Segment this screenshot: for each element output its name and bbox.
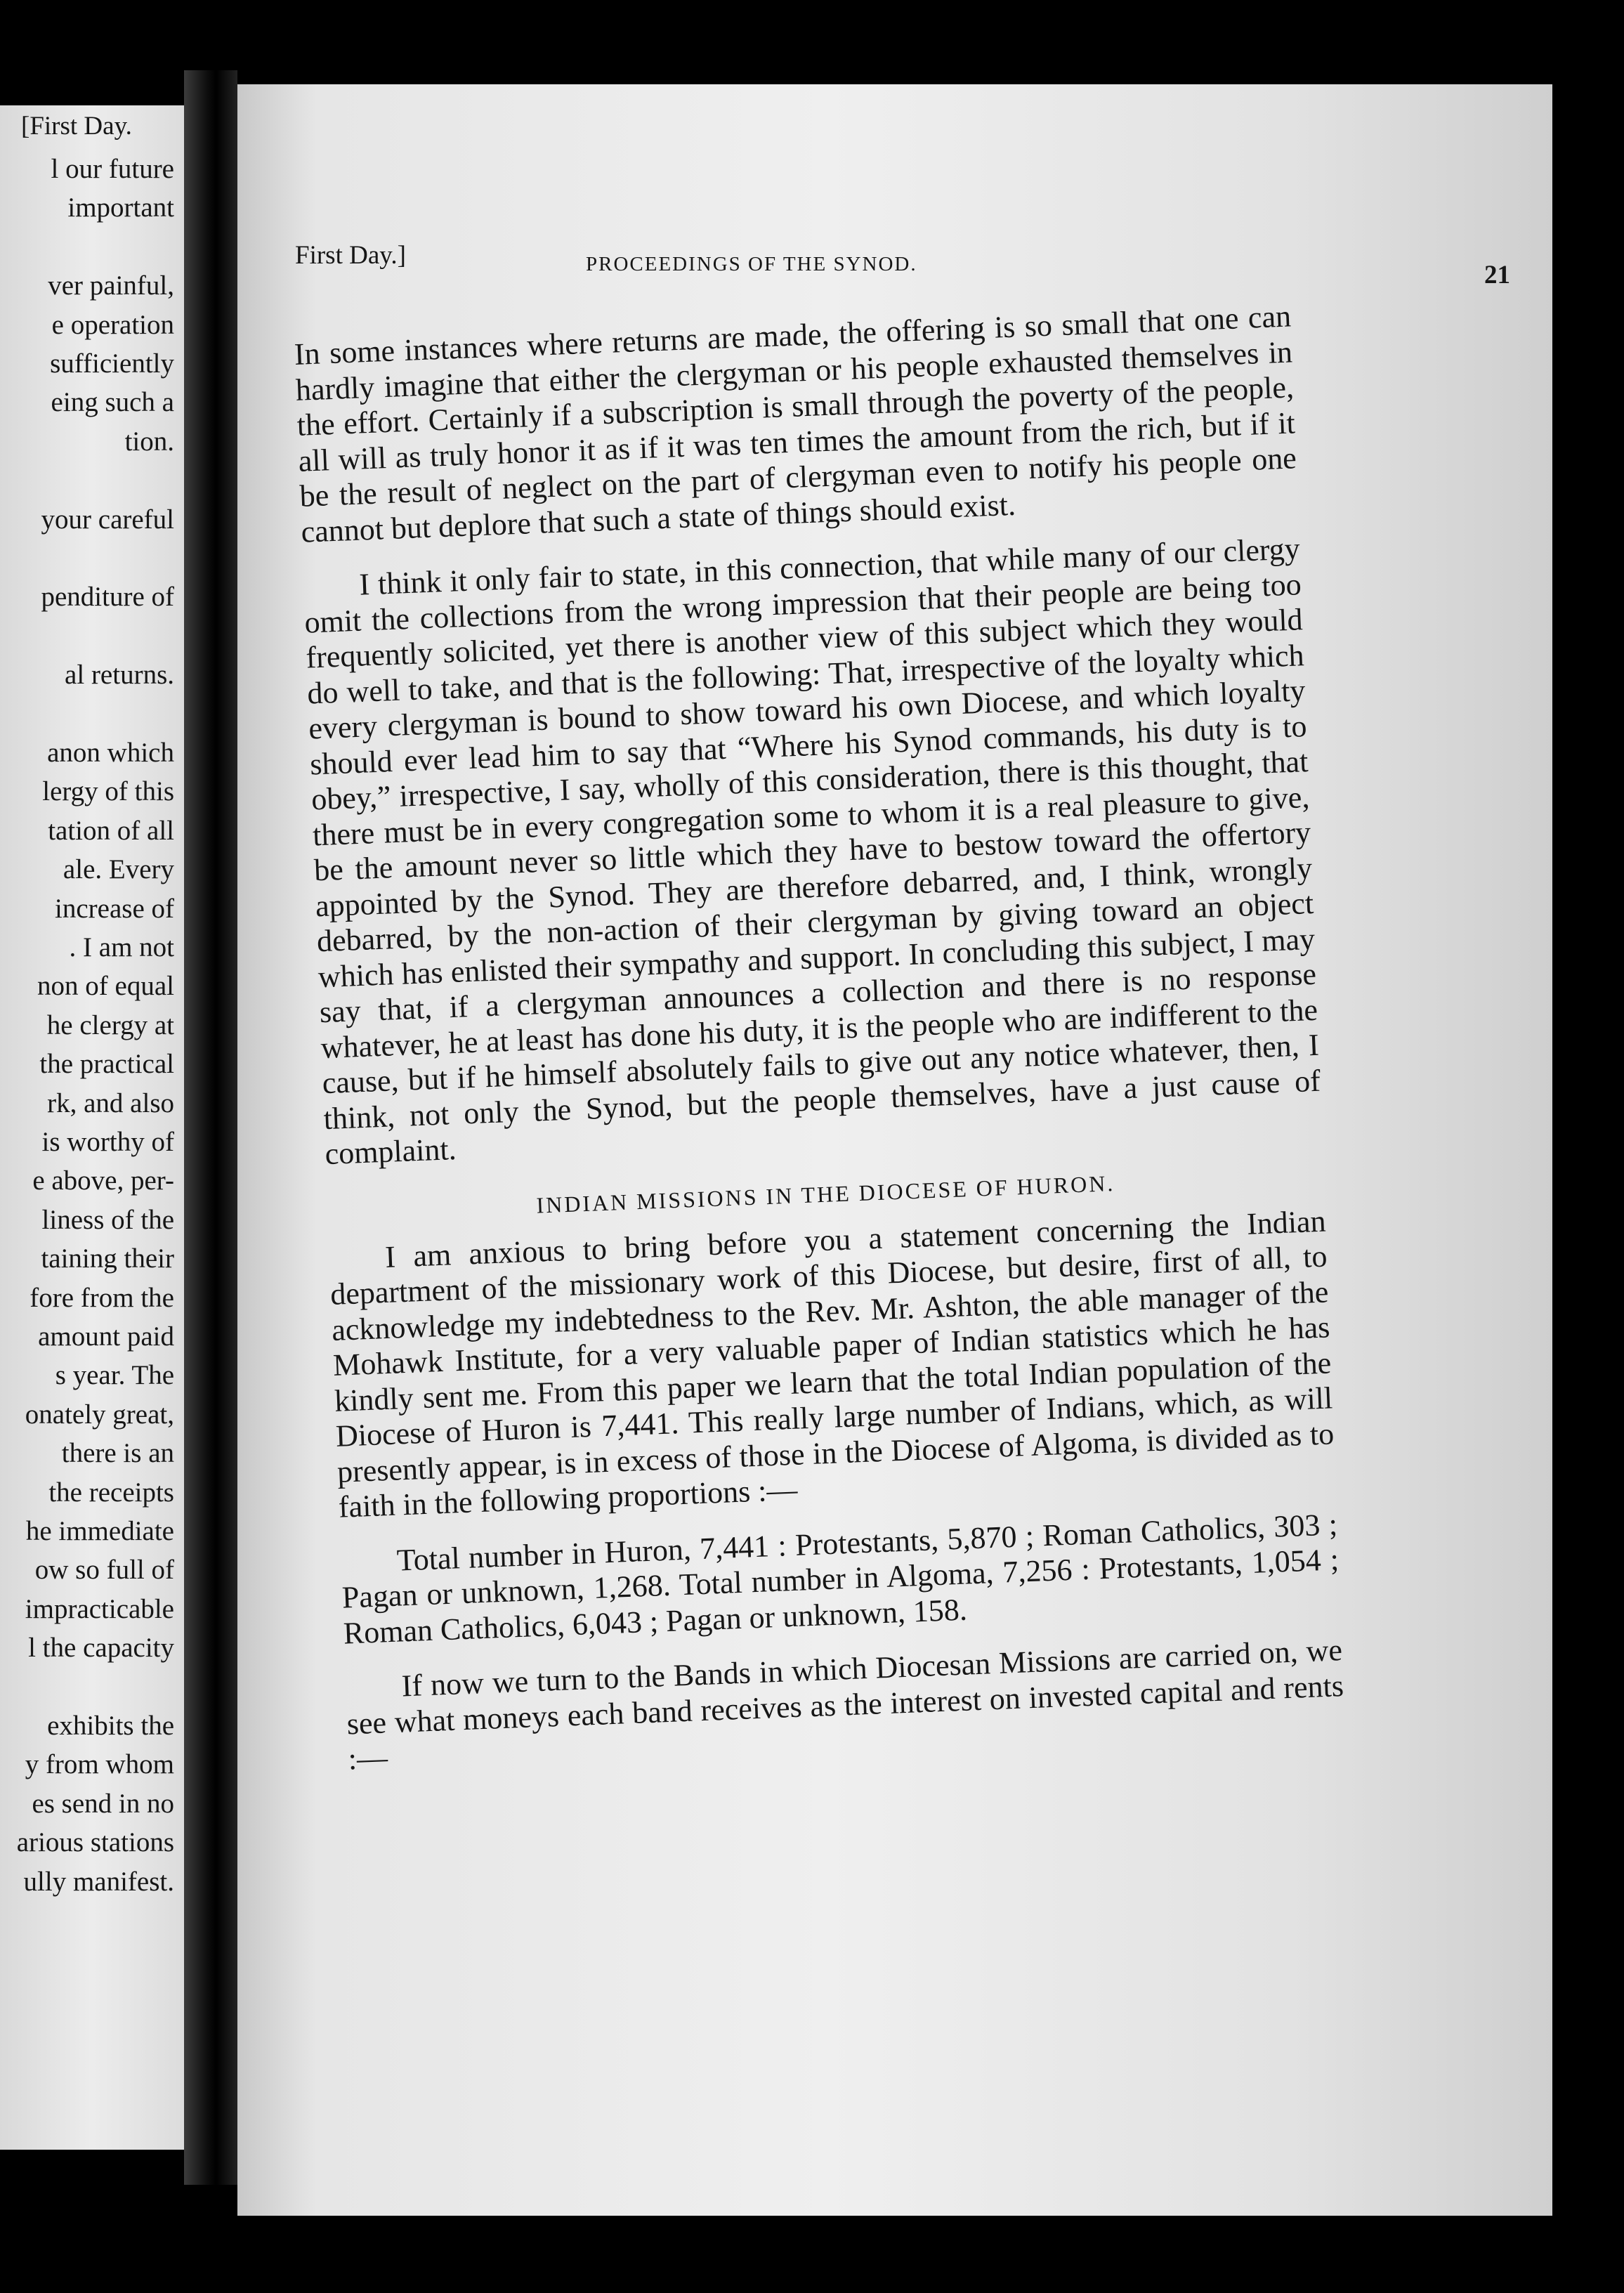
facing-page-line: tation of all [48,815,174,846]
facing-page-line: important [67,192,174,223]
paragraph-indian-missions: I am anxious to bring before you a statement concerning the Indian department of the missionary work of this Diocese, but desire, first of all, to acknowledge my indebtedness to the Rev. Mr. Ashton, the able manager of the Mohawk Institute, for a very valuable paper of Indian statistics which he has kindly sent me. From this paper we learn that the total Indian population of the Diocese of Huron is 7,441. This really large number of Indians, which, as will presently appear, is in excess of those in the Diocese of Algoma, is divided as to faith in the following proportions :— [329,1203,1335,1524]
facing-page-line: arious stations [16,1827,174,1858]
paragraph-bands: If now we turn to the Bands in which Diocesan Missions are carried on, we see what moneys each band receives as the interest on invested capital and rents :— [346,1633,1344,1777]
facing-page-line: is worthy of [41,1127,174,1157]
body-text [294,299,1346,1777]
facing-page-line: lergy of this [42,776,174,807]
facing-page-line: rk, and also [47,1087,174,1118]
facing-page-line: taining their [41,1243,174,1274]
main-page [237,84,1552,2216]
facing-page-header: [First Day. [21,112,132,141]
paragraph-population-figures: Total number in Huron, 7,441 : Protestants, 5,870 ; Roman Catholics, 303 ; Pagan or unknown, 1,268. Total number in Algoma, 7,256 : Protestants, 1,054 ; Roman Catholics, 6,043 ; Pagan or unknown, 158. [341,1506,1340,1651]
paragraph-returns: In some instances where returns are made, the offering is so small that one can hardly imagine that either the clergyman or his people exhausted themselves in the effort. Certainly if a subscription is small through the poverty of the people, all will as truly honor it as if it was ten times the amount from the rich, but if it be the result of neglect on the part of clergyman even to notify his people one cannot but deplore that such a state of things should exist. [294,299,1297,549]
facing-page-line: ale. Every [63,854,174,885]
facing-page-line: y from whom [25,1749,174,1780]
facing-page-line: es send in no [32,1788,174,1819]
facing-page-line: fore from the [30,1282,174,1313]
facing-page-line: amount paid [38,1321,174,1352]
facing-page-line: he immediate [25,1516,174,1546]
facing-page-line: ully manifest. [23,1866,174,1897]
facing-page-line: . I am not [69,932,174,962]
facing-page-line: he clergy at [46,1010,174,1040]
facing-page-line: there is an [61,1438,174,1469]
facing-page-line: ow so full of [34,1555,174,1586]
section-heading: INDIAN MISSIONS IN THE DIOCESE OF HURON. [535,1170,1115,1218]
facing-page-line: anon which [47,738,174,768]
facing-page-line: non of equal [37,971,174,1002]
facing-page-line: e above, per- [32,1165,174,1196]
paragraph-clergy-collections: I think it only fair to state, in this connection, that while many of our clergy omit the collections from the wrong impression that their people are being too frequently solicited, yet there is another view of this subject which they would do well to take, and that is the following: That, irrespective of the loyalty which every clergyman is bound to show toward his own Diocese, and which loyalty should ever lead him to say that “Where his Synod commands, his duty is to obey,” irrespective, I say, wholly of this consideration, there is this thought, that there must be in every congregation some to whom it is a real pleasure to give, be the amount never so little which they have to bestow toward the offertory appointed by the Synod. They are therefore debarred, and, I think, wrongly debarred, by the non-action of their clergyman by giving toward an object which has enlisted their sympathy and support. In concluding this subject, I may say that, if a clergyman announces a collection and there is no response whatever, he at least has done his duty, it is the people who are indifferent to the cause, but if he himself absolutely fails to give out any notice whatever, then, I think, not only the Synod, but the people themselves, have a just cause of complaint. [303,531,1321,1172]
facing-page-line: impracticable [25,1593,174,1624]
book-gutter [184,70,237,2185]
facing-page-line: the practical [39,1049,174,1080]
facing-page-line: l the capacity [28,1633,174,1664]
facing-page-line: increase of [55,893,174,924]
running-head-title: PROCEEDINGS OF THE SYNOD. [586,253,917,275]
facing-page-line: s year. The [55,1360,174,1391]
running-head-left: First Day.] [295,241,406,270]
running-head [295,240,1517,289]
facing-page-line: al returns. [65,660,174,691]
facing-page-line: liness of the [41,1204,174,1235]
facing-page-line: penditure of [41,582,174,613]
facing-page-line: l our future [51,154,174,184]
facing-page-line: onately great, [25,1399,174,1430]
facing-page-line: exhibits the [47,1711,174,1741]
facing-page-line: eing such a [51,387,174,418]
facing-page-line: sufficiently [50,348,174,379]
facing-page-line: tion. [124,426,174,457]
page-number: 21 [1484,261,1510,289]
facing-page-line: e operation [51,309,174,340]
facing-page-line: ver painful, [48,270,174,301]
facing-page-line: the receipts [48,1477,174,1508]
facing-page-line: your careful [41,504,174,535]
